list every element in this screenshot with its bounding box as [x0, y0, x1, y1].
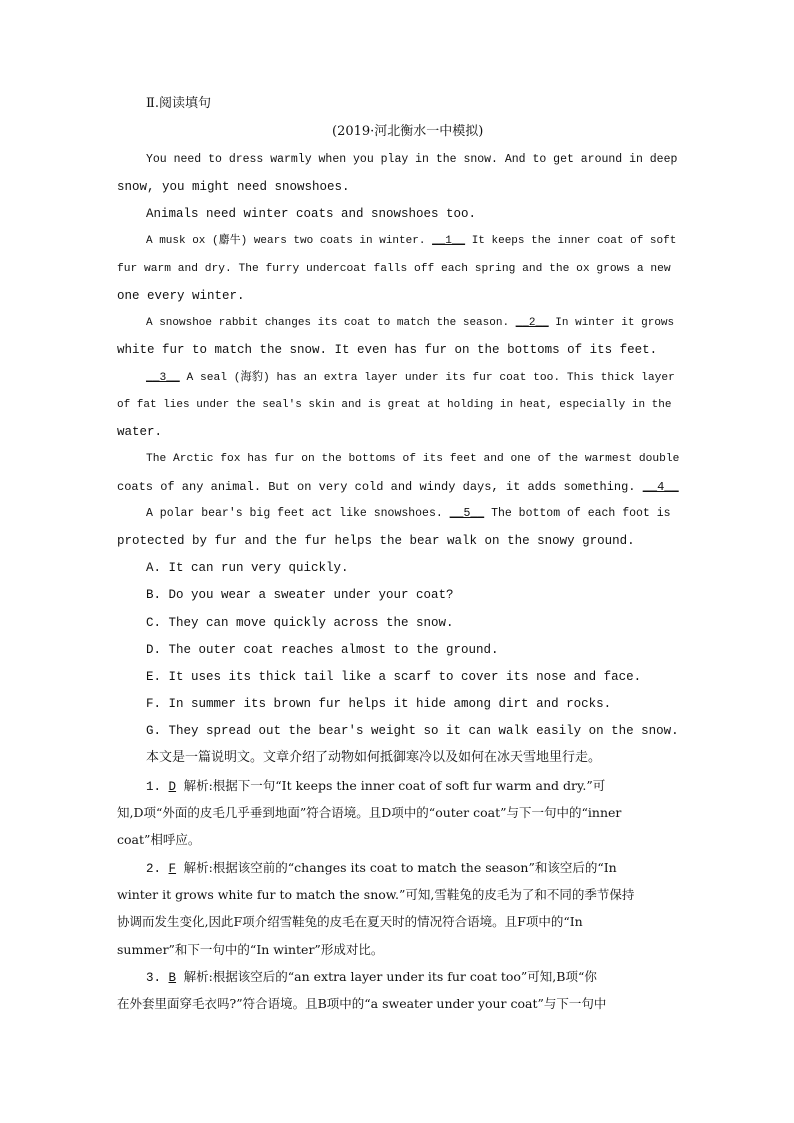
option-a: A. It can run very quickly. [146, 561, 349, 575]
passage-line: of fat lies under the seal's skin and is great at holding in heat, especially in the [117, 399, 672, 411]
option-b: B. Do you wear a sweater under your coat? [146, 588, 454, 602]
explanation-number: 2. [146, 862, 162, 876]
passage-line: protected by fur and the fur helps the bear walk on the snowy ground. [117, 534, 635, 548]
passage-line [146, 504, 671, 524]
explanation-text: 解析:根据该空后的“an extra layer under its fur coat too”可知,B项“你 [183, 969, 597, 984]
blank-4: __4__ [642, 480, 679, 494]
explanation-number: 1. [146, 780, 162, 794]
passage-line [146, 231, 676, 251]
passage-text: A snowshoe rabbit changes its coat to match the season. [146, 317, 510, 329]
passage-line [146, 368, 675, 388]
explanation-1-line [146, 776, 605, 797]
explanation-line: winter it grows white fur to match the snow.”可知,雪鞋兔的皮毛为了和不同的季节保持 [117, 887, 635, 902]
passage-line: You need to dress warmly when you play in the snow. And to get around in deep [146, 153, 678, 166]
explanation-line: summer”和下一句中的“In winter”形成对比。 [117, 942, 384, 957]
passage-line: white fur to match the snow. It even has fur on the bottoms of its feet. [117, 343, 658, 357]
passage-line: Animals need winter coats and snowshoes too. [146, 207, 477, 221]
passage-line [146, 313, 674, 333]
answer-2: F [168, 862, 177, 876]
option-f: F. In summer its brown fur helps it hide among dirt and rocks. [146, 697, 612, 711]
explanation-line: 在外套里面穿毛衣吗?”符合语境。且B项中的“a sweater under your coat”与下一句中 [117, 996, 607, 1011]
passage-text: A polar bear's big feet act like snowshoes. [146, 507, 443, 520]
explanation-number: 3. [146, 971, 162, 985]
passage-line: snow, you might need snowshoes. [117, 180, 350, 194]
passage-line: one every winter. [117, 289, 245, 303]
passage-text: It keeps the inner coat of soft [471, 235, 677, 247]
option-g: G. They spread out the bear's weight so it can walk easily on the snow. [146, 724, 679, 738]
blank-3: __3__ [146, 372, 180, 384]
option-d: D. The outer coat reaches almost to the ground. [146, 643, 499, 657]
explanation-2-line [146, 858, 617, 879]
blank-2: __2__ [515, 317, 549, 329]
blank-5: __5__ [449, 507, 485, 520]
answer-1: D [168, 780, 177, 794]
passage-text: The bottom of each foot is [491, 507, 671, 520]
explanation-text: 解析:根据该空前的“changes its coat to match the season”和该空后的“In [183, 860, 617, 875]
answer-3: B [168, 971, 177, 985]
explanation-3-line [146, 967, 597, 988]
explanation-line: coat”相呼应。 [117, 832, 201, 847]
summary: 本文是一篇说明文。文章介绍了动物如何抵御寒冷以及如何在冰天雪地里行走。 [146, 750, 602, 765]
passage-text: In winter it grows [555, 317, 675, 329]
option-e: E. It uses its thick tail like a scarf to cover its nose and face. [146, 670, 642, 684]
explanation-line: 协调而发生变化,因此F项介绍雪鞋兔的皮毛在夏天时的情况符合语境。且F项中的“In [117, 914, 583, 929]
source-note: (2019·河北衡水一中模拟) [332, 124, 484, 139]
passage-line: water. [117, 425, 163, 439]
option-c: C. They can move quickly across the snow. [146, 616, 454, 630]
passage-text: coats of any animal. But on very cold and windy days, it adds something. [117, 480, 636, 494]
section-title: Ⅱ.阅读填句 [146, 96, 211, 111]
passage-text: A musk ox (麝牛) wears two coats in winter. [146, 235, 426, 247]
passage-line: fur warm and dry. The furry undercoat falls off each spring and the ox grows a new [117, 263, 671, 275]
explanation-line: 知,D项“外面的皮毛几乎垂到地面”符合语境。且D项中的“outer coat”与下一句中的“inner [117, 805, 622, 820]
passage-line: The Arctic fox has fur on the bottoms of its feet and one of the warmest double [146, 453, 680, 465]
passage-line [117, 477, 679, 497]
explanation-text: 解析:根据下一句“It keeps the inner coat of soft fur warm and dry.”可 [183, 778, 606, 793]
blank-1: __1__ [432, 235, 466, 247]
passage-text: A seal (海豹) has an extra layer under its fur coat too. This thick layer [186, 372, 675, 384]
